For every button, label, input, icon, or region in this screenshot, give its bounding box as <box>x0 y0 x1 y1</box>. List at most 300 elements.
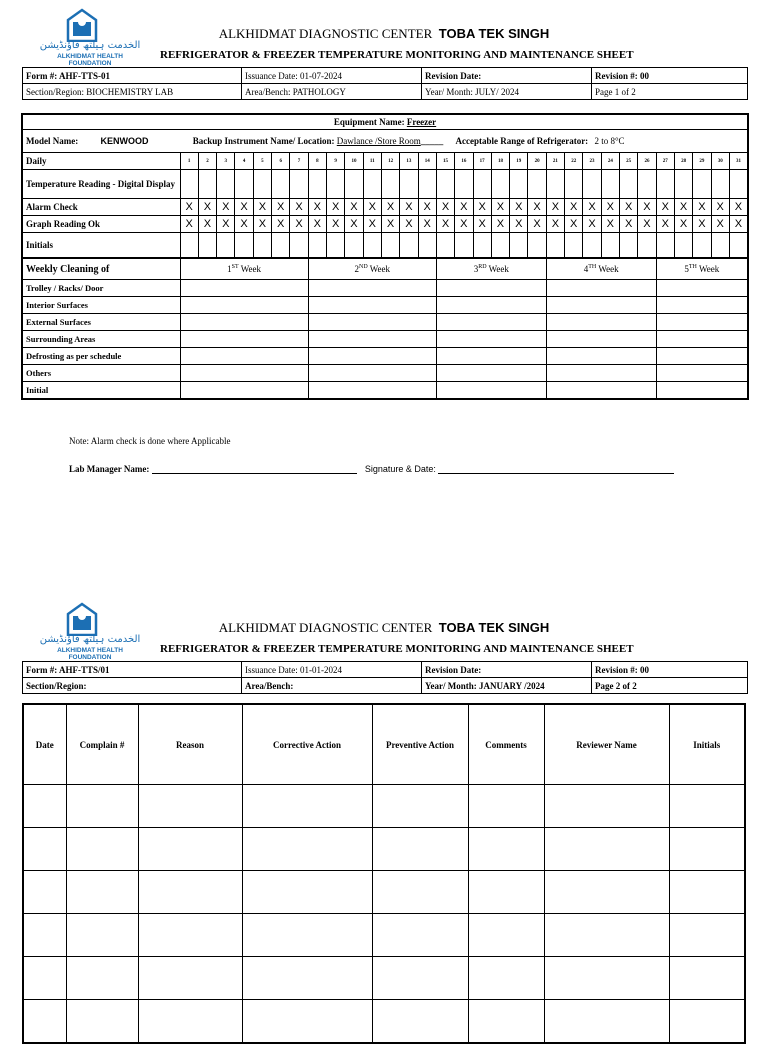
alarm-cell-19[interactable]: X <box>510 199 528 216</box>
alarm-cell-11[interactable]: X <box>363 199 381 216</box>
temp-cell-30[interactable] <box>711 170 729 199</box>
year-month: Year/ Month: JANUARY /2024 <box>422 678 592 694</box>
complaint-cell[interactable] <box>138 828 242 871</box>
complaint-cell[interactable] <box>544 1000 669 1044</box>
alarm-cell-28[interactable]: X <box>674 199 692 216</box>
alarm-cell-20[interactable]: X <box>528 199 546 216</box>
alarm-cell-8[interactable]: X <box>308 199 326 216</box>
complaint-cell[interactable] <box>66 914 138 957</box>
alarm-cell-13[interactable]: X <box>400 199 418 216</box>
complaint-cell[interactable] <box>468 914 544 957</box>
cleaning-cell-week-2[interactable] <box>308 331 436 348</box>
alarm-cell-10[interactable]: X <box>345 199 363 216</box>
week-header-4: 4TH Week <box>546 258 656 280</box>
day-number-25: 25 <box>620 153 638 170</box>
week-header-2: 2ND Week <box>308 258 436 280</box>
day-number-24: 24 <box>601 153 619 170</box>
complaint-cell[interactable] <box>66 871 138 914</box>
alarm-cell-6[interactable]: X <box>272 199 290 216</box>
alarm-cell-26[interactable]: X <box>638 199 656 216</box>
temp-cell-29[interactable] <box>693 170 711 199</box>
alarm-check-label: Alarm Check <box>22 199 180 216</box>
logo-english-text: ALKHIDMAT HEALTH FOUNDATION <box>57 53 123 67</box>
day-number-31: 31 <box>729 153 748 170</box>
graph-cell-9[interactable]: X <box>327 216 345 233</box>
day-number-9: 9 <box>327 153 345 170</box>
complaint-cell[interactable] <box>372 957 468 1000</box>
revision-number: Revision #: 00 <box>592 662 748 678</box>
graph-cell-7[interactable]: X <box>290 216 308 233</box>
cleaning-cell-week-1[interactable] <box>180 297 308 314</box>
temp-cell-21[interactable] <box>546 170 564 199</box>
initials-cell-23[interactable] <box>583 233 601 259</box>
graph-cell-21[interactable]: X <box>546 216 564 233</box>
graph-cell-3[interactable]: X <box>217 216 235 233</box>
complaint-cell[interactable] <box>544 871 669 914</box>
cleaning-cell-week-3[interactable] <box>436 280 546 297</box>
day-number-29: 29 <box>693 153 711 170</box>
complaint-cell[interactable] <box>669 828 745 871</box>
alarm-cell-15[interactable]: X <box>436 199 454 216</box>
model-row: Model Name: KENWOOD Backup Instrument Name/ Location: Dawlance /Store Room_____ Acceptable Range of Refrigerator: 2 to 8°C <box>22 130 748 153</box>
year-month: Year/ Month: JULY/ 2024 <box>422 84 592 100</box>
complaint-cell[interactable] <box>66 828 138 871</box>
equipment-name: Equipment Name: Freezer <box>22 114 748 130</box>
complaint-cell[interactable] <box>23 871 66 914</box>
graph-cell-16[interactable]: X <box>455 216 473 233</box>
graph-cell-29[interactable]: X <box>693 216 711 233</box>
complaint-cell[interactable] <box>372 914 468 957</box>
initials-cell-9[interactable] <box>327 233 345 259</box>
cleaning-cell-week-3[interactable] <box>436 297 546 314</box>
graph-cell-15[interactable]: X <box>436 216 454 233</box>
cleaning-cell-week-3[interactable] <box>436 365 546 382</box>
day-number-1: 1 <box>180 153 198 170</box>
initials-cell-29[interactable] <box>693 233 711 259</box>
complaint-cell[interactable] <box>468 785 544 828</box>
complaint-cell[interactable] <box>544 785 669 828</box>
daily-label: Daily <box>22 153 180 170</box>
cleaning-cell-week-5[interactable] <box>656 365 748 382</box>
initials-cell-12[interactable] <box>381 233 399 259</box>
manager-name-line[interactable] <box>152 473 357 474</box>
alarm-cell-5[interactable]: X <box>253 199 271 216</box>
alarm-cell-24[interactable]: X <box>601 199 619 216</box>
alarm-cell-4[interactable]: X <box>235 199 253 216</box>
cleaning-row <box>22 331 748 348</box>
temp-cell-13[interactable] <box>400 170 418 199</box>
initials-cell-19[interactable] <box>510 233 528 259</box>
issuance-date: Issuance Date: 01-07-2024 <box>242 68 422 84</box>
temp-cell-22[interactable] <box>565 170 583 199</box>
page1-info-table <box>22 67 748 100</box>
complaint-cell[interactable] <box>138 1000 242 1044</box>
day-number-12: 12 <box>381 153 399 170</box>
complaint-cell[interactable] <box>372 828 468 871</box>
complaint-cell[interactable] <box>468 957 544 1000</box>
alarm-cell-29[interactable]: X <box>693 199 711 216</box>
temp-cell-23[interactable] <box>583 170 601 199</box>
graph-cell-27[interactable]: X <box>656 216 674 233</box>
cleaning-item-label: Trolley / Racks/ Door <box>22 280 180 297</box>
graph-cell-28[interactable]: X <box>674 216 692 233</box>
cleaning-cell-week-5[interactable] <box>656 280 748 297</box>
complaint-cell[interactable] <box>669 785 745 828</box>
cleaning-cell-week-2[interactable] <box>308 314 436 331</box>
temp-cell-31[interactable] <box>729 170 748 199</box>
alarm-cell-22[interactable]: X <box>565 199 583 216</box>
cleaning-cell-week-2[interactable] <box>308 280 436 297</box>
graph-cell-26[interactable]: X <box>638 216 656 233</box>
weekly-cleaning-label: Weekly Cleaning of <box>22 258 180 280</box>
cleaning-cell-week-1[interactable] <box>180 280 308 297</box>
logo-urdu-text: الخدمت ہیلتھ فاؤنڈیشن <box>39 40 141 51</box>
complaint-cell[interactable] <box>544 957 669 1000</box>
complaint-cell[interactable] <box>372 785 468 828</box>
temp-cell-2[interactable] <box>198 170 216 199</box>
column-header-reviewer-name: Reviewer Name <box>544 704 669 785</box>
cleaning-cell-week-3[interactable] <box>436 348 546 365</box>
cleaning-cell-week-5[interactable] <box>656 348 748 365</box>
cleaning-cell-week-4[interactable] <box>546 348 656 365</box>
temp-cell-8[interactable] <box>308 170 326 199</box>
graph-reading-label: Graph Reading Ok <box>22 216 180 233</box>
initials-cell-4[interactable] <box>235 233 253 259</box>
complaint-cell[interactable] <box>66 957 138 1000</box>
graph-cell-14[interactable]: X <box>418 216 436 233</box>
initials-cell-1[interactable] <box>180 233 198 259</box>
graph-cell-22[interactable]: X <box>565 216 583 233</box>
complaint-cell[interactable] <box>242 914 372 957</box>
complaint-cell[interactable] <box>372 1000 468 1044</box>
temp-cell-7[interactable] <box>290 170 308 199</box>
cleaning-cell-week-4[interactable] <box>546 280 656 297</box>
table-row <box>23 785 745 828</box>
complaint-cell[interactable] <box>544 914 669 957</box>
alarm-cell-21[interactable]: X <box>546 199 564 216</box>
week-header-5: 5TH Week <box>656 258 748 280</box>
temp-cell-1[interactable] <box>180 170 198 199</box>
initials-cell-7[interactable] <box>290 233 308 259</box>
complaint-cell[interactable] <box>669 914 745 957</box>
cleaning-item-label: Surrounding Areas <box>22 331 180 348</box>
complaint-cell[interactable] <box>23 1000 66 1044</box>
graph-cell-13[interactable]: X <box>400 216 418 233</box>
graph-cell-10[interactable]: X <box>345 216 363 233</box>
day-number-15: 15 <box>436 153 454 170</box>
cleaning-cell-week-1[interactable] <box>180 382 308 400</box>
day-number-11: 11 <box>363 153 381 170</box>
cleaning-row <box>22 297 748 314</box>
graph-cell-30[interactable]: X <box>711 216 729 233</box>
initials-cell-10[interactable] <box>345 233 363 259</box>
graph-cell-17[interactable]: X <box>473 216 491 233</box>
complaint-cell[interactable] <box>66 1000 138 1044</box>
temp-cell-11[interactable] <box>363 170 381 199</box>
complaint-cell[interactable] <box>23 914 66 957</box>
complaint-cell[interactable] <box>23 957 66 1000</box>
day-number-17: 17 <box>473 153 491 170</box>
complaint-cell[interactable] <box>242 1000 372 1044</box>
graph-cell-1[interactable]: X <box>180 216 198 233</box>
alarm-cell-9[interactable]: X <box>327 199 345 216</box>
area-bench: Area/Bench: PATHOLOGY <box>242 84 422 100</box>
graph-cell-24[interactable]: X <box>601 216 619 233</box>
initials-cell-2[interactable] <box>198 233 216 259</box>
initials-cell-11[interactable] <box>363 233 381 259</box>
cleaning-cell-week-1[interactable] <box>180 348 308 365</box>
initials-cell-31[interactable] <box>729 233 748 259</box>
column-header-complain: Complain # <box>66 704 138 785</box>
initials-cell-15[interactable] <box>436 233 454 259</box>
cleaning-cell-week-3[interactable] <box>436 382 546 400</box>
section-region: Section/Region: BIOCHEMISTRY LAB <box>23 84 242 100</box>
section-region: Section/Region: <box>23 678 242 694</box>
day-number-28: 28 <box>674 153 692 170</box>
graph-cell-31[interactable]: X <box>729 216 748 233</box>
day-number-13: 13 <box>400 153 418 170</box>
day-number-22: 22 <box>565 153 583 170</box>
temp-cell-19[interactable] <box>510 170 528 199</box>
initials-cell-26[interactable] <box>638 233 656 259</box>
cleaning-cell-week-4[interactable] <box>546 331 656 348</box>
temp-cell-26[interactable] <box>638 170 656 199</box>
temp-cell-10[interactable] <box>345 170 363 199</box>
cleaning-cell-week-5[interactable] <box>656 297 748 314</box>
cleaning-cell-week-1[interactable] <box>180 331 308 348</box>
page1-title: ALKHIDMAT DIAGNOSTIC CENTER TOBA TEK SINGH <box>218 26 550 41</box>
temp-reading-label: Temperature Reading - Digital Display <box>22 170 180 199</box>
table-row <box>23 1000 745 1044</box>
cleaning-cell-week-2[interactable] <box>308 297 436 314</box>
complaint-table <box>22 703 746 1044</box>
cleaning-cell-week-1[interactable] <box>180 365 308 382</box>
complaint-cell[interactable] <box>138 957 242 1000</box>
day-number-21: 21 <box>546 153 564 170</box>
cleaning-cell-week-3[interactable] <box>436 314 546 331</box>
alarm-cell-3[interactable]: X <box>217 199 235 216</box>
graph-cell-2[interactable]: X <box>198 216 216 233</box>
week-header-3: 3RD Week <box>436 258 546 280</box>
initials-cell-13[interactable] <box>400 233 418 259</box>
alarm-cell-30[interactable]: X <box>711 199 729 216</box>
temp-cell-12[interactable] <box>381 170 399 199</box>
initials-cell-27[interactable] <box>656 233 674 259</box>
day-number-8: 8 <box>308 153 326 170</box>
cleaning-cell-week-5[interactable] <box>656 331 748 348</box>
graph-cell-19[interactable]: X <box>510 216 528 233</box>
temp-cell-27[interactable] <box>656 170 674 199</box>
day-number-10: 10 <box>345 153 363 170</box>
temp-cell-3[interactable] <box>217 170 235 199</box>
day-number-26: 26 <box>638 153 656 170</box>
day-number-4: 4 <box>235 153 253 170</box>
alarm-cell-25[interactable]: X <box>620 199 638 216</box>
initials-cell-8[interactable] <box>308 233 326 259</box>
issuance-date: Issuance Date: 01-01-2024 <box>242 662 422 678</box>
temp-cell-24[interactable] <box>601 170 619 199</box>
day-number-14: 14 <box>418 153 436 170</box>
graph-cell-5[interactable]: X <box>253 216 271 233</box>
column-header-preventive-action: Preventive Action <box>372 704 468 785</box>
day-number-7: 7 <box>290 153 308 170</box>
day-number-30: 30 <box>711 153 729 170</box>
cleaning-item-label: Others <box>22 365 180 382</box>
alarm-cell-27[interactable]: X <box>656 199 674 216</box>
area-bench: Area/Bench: <box>242 678 422 694</box>
week-header-1: 1ST Week <box>180 258 308 280</box>
cleaning-cell-week-2[interactable] <box>308 365 436 382</box>
day-number-3: 3 <box>217 153 235 170</box>
alarm-cell-23[interactable]: X <box>583 199 601 216</box>
cleaning-item-label: Initial <box>22 382 180 400</box>
day-number-27: 27 <box>656 153 674 170</box>
temp-cell-6[interactable] <box>272 170 290 199</box>
alarm-cell-16[interactable]: X <box>455 199 473 216</box>
alarm-cell-7[interactable]: X <box>290 199 308 216</box>
day-number-6: 6 <box>272 153 290 170</box>
complaint-cell[interactable] <box>242 828 372 871</box>
column-header-corrective-action: Corrective Action <box>242 704 372 785</box>
initials-label: Initials <box>22 233 180 259</box>
complaint-cell[interactable] <box>138 871 242 914</box>
complaint-cell[interactable] <box>669 957 745 1000</box>
initials-cell-3[interactable] <box>217 233 235 259</box>
complaint-cell[interactable] <box>242 785 372 828</box>
cleaning-cell-week-2[interactable] <box>308 348 436 365</box>
graph-cell-4[interactable]: X <box>235 216 253 233</box>
complaint-cell[interactable] <box>468 828 544 871</box>
page-number: Page 1 of 2 <box>592 84 748 100</box>
day-number-19: 19 <box>510 153 528 170</box>
initials-cell-16[interactable] <box>455 233 473 259</box>
graph-cell-23[interactable]: X <box>583 216 601 233</box>
revision-number: Revision #: 00 <box>592 68 748 84</box>
initials-cell-24[interactable] <box>601 233 619 259</box>
graph-cell-8[interactable]: X <box>308 216 326 233</box>
initials-cell-5[interactable] <box>253 233 271 259</box>
temp-cell-25[interactable] <box>620 170 638 199</box>
table-row <box>23 914 745 957</box>
complaint-cell[interactable] <box>468 871 544 914</box>
complaint-cell[interactable] <box>138 785 242 828</box>
initials-cell-22[interactable] <box>565 233 583 259</box>
complaint-cell[interactable] <box>544 828 669 871</box>
complaint-cell[interactable] <box>23 785 66 828</box>
day-number-5: 5 <box>253 153 271 170</box>
cleaning-cell-week-2[interactable] <box>308 382 436 400</box>
alarm-cell-2[interactable]: X <box>198 199 216 216</box>
initials-cell-20[interactable] <box>528 233 546 259</box>
temp-cell-28[interactable] <box>674 170 692 199</box>
note-text: Note: Alarm check is done where Applicable <box>69 436 231 446</box>
logo-english-text: ALKHIDMAT HEALTH FOUNDATION <box>57 647 123 661</box>
form-number: Form #: AHF-TTS/01 <box>23 662 242 678</box>
cleaning-cell-week-3[interactable] <box>436 331 546 348</box>
temp-cell-17[interactable] <box>473 170 491 199</box>
alarm-cell-17[interactable]: X <box>473 199 491 216</box>
cleaning-cell-week-1[interactable] <box>180 314 308 331</box>
revision-date: Revision Date: <box>422 68 592 84</box>
signature-line[interactable] <box>438 473 674 474</box>
cleaning-row <box>22 365 748 382</box>
form-number: Form #: AHF-TTS-01 <box>23 68 242 84</box>
temperature-grid <box>21 113 749 400</box>
initials-cell-6[interactable] <box>272 233 290 259</box>
manager-row: Lab Manager Name: Signature & Date: <box>69 464 674 474</box>
initials-cell-21[interactable] <box>546 233 564 259</box>
alarm-cell-12[interactable]: X <box>381 199 399 216</box>
complaint-cell[interactable] <box>242 871 372 914</box>
graph-cell-20[interactable]: X <box>528 216 546 233</box>
cleaning-cell-week-4[interactable] <box>546 365 656 382</box>
complaint-cell[interactable] <box>66 785 138 828</box>
cleaning-cell-week-4[interactable] <box>546 297 656 314</box>
temp-cell-4[interactable] <box>235 170 253 199</box>
alarm-cell-18[interactable]: X <box>491 199 509 216</box>
graph-cell-11[interactable]: X <box>363 216 381 233</box>
complaint-cell[interactable] <box>669 871 745 914</box>
complaint-cell[interactable] <box>23 828 66 871</box>
complaint-cell[interactable] <box>138 914 242 957</box>
column-header-comments: Comments <box>468 704 544 785</box>
temp-cell-16[interactable] <box>455 170 473 199</box>
temp-cell-9[interactable] <box>327 170 345 199</box>
cleaning-row <box>22 348 748 365</box>
table-row <box>23 957 745 1000</box>
initials-cell-25[interactable] <box>620 233 638 259</box>
temp-cell-18[interactable] <box>491 170 509 199</box>
temp-cell-15[interactable] <box>436 170 454 199</box>
cleaning-item-label: Defrosting as per schedule <box>22 348 180 365</box>
initials-cell-18[interactable] <box>491 233 509 259</box>
day-number-18: 18 <box>491 153 509 170</box>
logo-urdu-text: الخدمت ہیلتھ فاؤنڈیشن <box>39 634 141 645</box>
alarm-cell-1[interactable]: X <box>180 199 198 216</box>
table-row <box>23 828 745 871</box>
complaint-cell[interactable] <box>242 957 372 1000</box>
complaint-cell[interactable] <box>468 1000 544 1044</box>
graph-cell-6[interactable]: X <box>272 216 290 233</box>
revision-date: Revision Date: <box>422 662 592 678</box>
initials-cell-14[interactable] <box>418 233 436 259</box>
temp-cell-14[interactable] <box>418 170 436 199</box>
cleaning-cell-week-4[interactable] <box>546 382 656 400</box>
complaint-cell[interactable] <box>372 871 468 914</box>
initials-cell-17[interactable] <box>473 233 491 259</box>
initials-cell-30[interactable] <box>711 233 729 259</box>
temp-cell-5[interactable] <box>253 170 271 199</box>
cleaning-cell-week-5[interactable] <box>656 382 748 400</box>
temp-cell-20[interactable] <box>528 170 546 199</box>
graph-cell-25[interactable]: X <box>620 216 638 233</box>
cleaning-row <box>22 280 748 297</box>
day-number-23: 23 <box>583 153 601 170</box>
alarm-cell-14[interactable]: X <box>418 199 436 216</box>
day-number-2: 2 <box>198 153 216 170</box>
graph-cell-18[interactable]: X <box>491 216 509 233</box>
page-number: Page 2 of 2 <box>592 678 748 694</box>
complaint-cell[interactable] <box>669 1000 745 1044</box>
initials-cell-28[interactable] <box>674 233 692 259</box>
cleaning-cell-week-4[interactable] <box>546 314 656 331</box>
alarm-cell-31[interactable]: X <box>729 199 748 216</box>
day-number-16: 16 <box>455 153 473 170</box>
day-number-20: 20 <box>528 153 546 170</box>
cleaning-cell-week-5[interactable] <box>656 314 748 331</box>
page2-info-table <box>22 661 748 694</box>
graph-cell-12[interactable]: X <box>381 216 399 233</box>
